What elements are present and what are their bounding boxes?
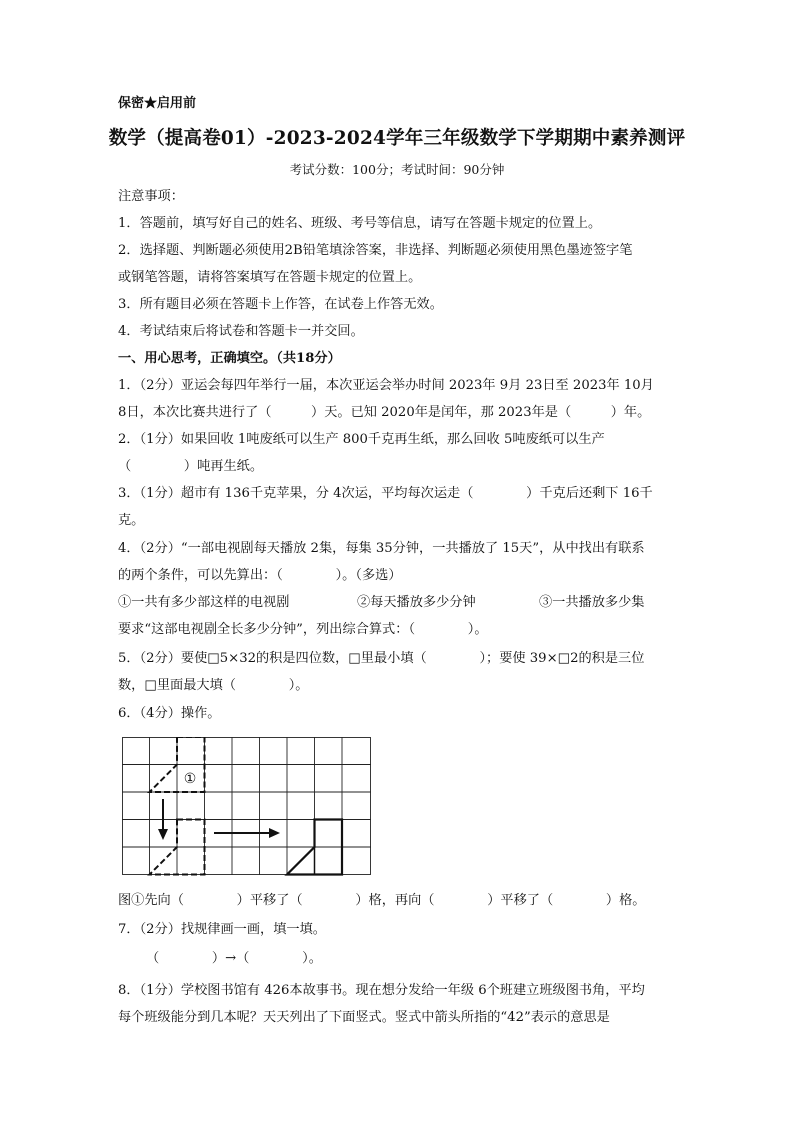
question-4-option-2: ②每天播放多少分钟 bbox=[357, 595, 476, 610]
note-item-4: 4．考试结束后将试卷和答题卡一并交回。 bbox=[118, 324, 364, 339]
question-2-line-2: （ ）吨再生纸。 bbox=[118, 459, 264, 474]
question-2-line-1: 2．（1分）如果回收 1吨废纸可以生产 800千克再生纸，那么回收 5吨废纸可以生产 bbox=[118, 432, 605, 447]
question-5-line-2: 数，□里面最大填（ ）。 bbox=[118, 678, 309, 693]
question-4-line-2: 的两个条件，可以先算出：（ ）。（多选） bbox=[118, 568, 402, 583]
question-8-line-1: 8．（1分）学校图书馆有 426本故事书。现在想分发给一年级 6个班建立班级图书角，平均 bbox=[118, 983, 645, 998]
question-7-answer: （ ）→（ ）。 bbox=[146, 951, 322, 966]
question-1-line-1: 1．（2分）亚运会每四年举行一届，本次亚运会举办时间 2023年 9月 23日至 2023年 10月 bbox=[118, 378, 654, 393]
question-7: 7．（2分）找规律画一画，填一填。 bbox=[118, 922, 326, 937]
note-item-2-cont: 或钢笔答题，请将答案填写在答题卡规定的位置上。 bbox=[118, 270, 422, 285]
question-6-answer: 图①先向（ ）平移了（ ）格，再向（ ）平移了（ ）格。 bbox=[118, 893, 646, 908]
note-item-2: 2．选择题、判断题必须使用2B铅笔填涂答案，非选择、判断题必须使用黑色墨迹签字笔 bbox=[118, 243, 633, 258]
question-4-option-1: ①一共有多少部这样的电视剧 bbox=[118, 595, 290, 610]
question-5-line-1: 5．（2分）要使□5×32的积是四位数，□里最小填（ ）；要使 39×□2的积是三位 bbox=[118, 651, 645, 666]
question-8-line-2: 每个班级能分到几本呢？天天列出了下面竖式。竖式中箭头所指的“42”表示的意思是 bbox=[118, 1010, 610, 1025]
secret-label: 保密★启用前 bbox=[118, 96, 197, 111]
page-title: 数学（提高卷01）-2023-2024学年三年级数学下学期期中素养测评 bbox=[108, 128, 686, 149]
note-item-3: 3．所有题目必须在答题卡上作答，在试卷上作答无效。 bbox=[118, 297, 443, 312]
exam-info: 考试分数：100分；考试时间：90分钟 bbox=[289, 162, 505, 177]
section-heading: 一、用心思考，正确填空。（共18分） bbox=[118, 351, 341, 366]
down-arrow-head-icon bbox=[158, 829, 168, 840]
shape-label: ① bbox=[183, 771, 197, 787]
question-4-option-3: ③一共播放多少集 bbox=[539, 595, 645, 610]
question-3-line-2: 克。 bbox=[118, 513, 145, 528]
notes-heading: 注意事项： bbox=[118, 189, 184, 204]
question-4-line-1: 4．（2分）“一部电视剧每天播放 2集，每集 35分钟，一共播放了 15天”，从中找出有联系 bbox=[118, 541, 645, 556]
question-3-line-1: 3．（1分）超市有 136千克苹果，分 4次运，平均每次运走（ ）千克后还剩下 16千 bbox=[118, 486, 653, 501]
question-1-line-2: 8日，本次比赛共进行了（ ）天。已知 2020年是闰年，那 2023年是（ ）年。 bbox=[118, 405, 651, 420]
question-4-extra: 要求“这部电视剧全长多少分钟”，列出综合算式：（ ）。 bbox=[118, 622, 488, 637]
grid-lines bbox=[122, 737, 371, 875]
question-6: 6．（4分）操作。 bbox=[118, 706, 221, 721]
note-item-1: 1．答题前，填写好自己的姓名、班级、考号等信息，请写在答题卡规定的位置上。 bbox=[118, 216, 602, 231]
translation-grid bbox=[122, 737, 374, 881]
right-arrow-head-icon bbox=[269, 828, 280, 838]
